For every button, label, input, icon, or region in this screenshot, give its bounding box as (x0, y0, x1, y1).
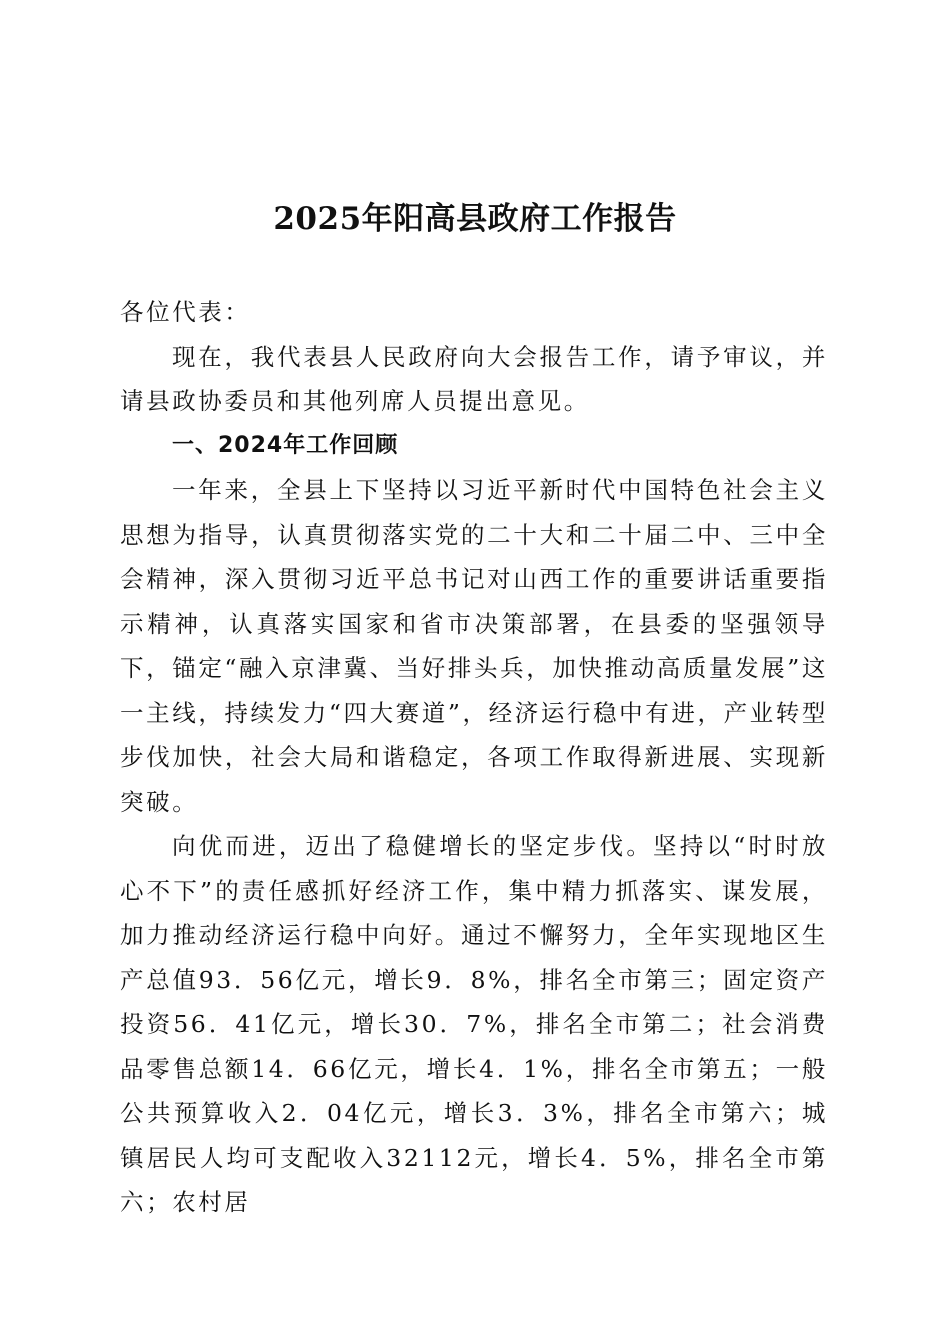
section-heading: 一、2024年工作回顾 (172, 432, 399, 458)
body-paragraph: 向优而进，迈出了稳健增长的坚定步伐。坚持以“时时放心不下”的责任感抓好经济工作，集中精力抓落实、谋发展，加力推动经济运行稳中向好。通过不懈努力，全年实现地区生产总值93．56亿元，增长9．8%，排名全市第三；固定资产投资56．41亿元，增长30．7%，排名全市第二；社会消费品零售总额14．66亿元，增长4．1%，排名全市第五；一般公共预算收入2．04亿元，增长3．3%，排名全市第六；城镇居民人均可支配收入32112元，增长4．5%，排名全市第六；农村居 (120, 832, 828, 1216)
body-paragraph: 一年来，全县上下坚持以习近平新时代中国特色社会主义思想为指导，认真贯彻落实党的二十大和二十届二中、三中全会精神，深入贯彻习近平总书记对山西工作的重要讲话重要指示精神，认真落实国家和省市决策部署，在县委的坚强领导下，锚定“融入京津冀、当好排头兵，加快推动高质量发展”这一主线，持续发力“四大赛道”，经济运行稳中有进，产业转型步伐加快，社会大局和谐稳定，各项工作取得新进展、实现新突破。 (120, 476, 828, 816)
salutation: 各位代表： (120, 298, 251, 326)
intro-paragraph: 现在，我代表县人民政府向大会报告工作，请予审议，并请县政协委员和其他列席人员提出意见。 (120, 342, 828, 415)
document-title: 2025年阳高县政府工作报告 (273, 201, 677, 237)
document-body (120, 290, 828, 1225)
